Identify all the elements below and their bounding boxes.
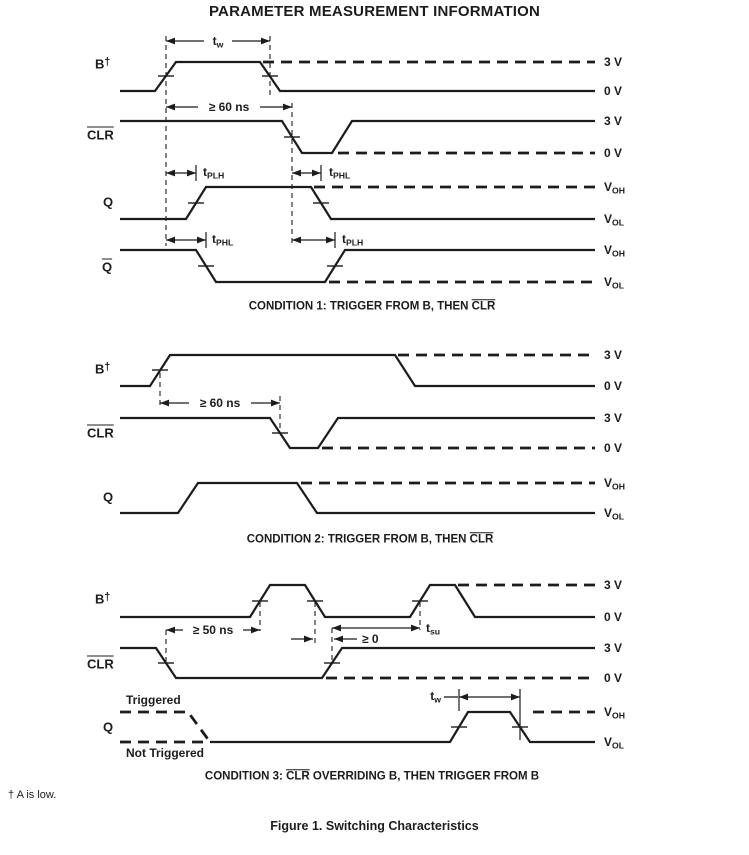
cond1-q-tplh-measure-arrowhead <box>166 170 175 177</box>
cond1-qbar-tphl-measure-arrowhead <box>197 237 206 244</box>
cond1-qbar-tplh-measure-arrowhead <box>326 237 335 244</box>
cond2-q-wave <box>120 483 595 513</box>
cond3-level-label: 3 V <box>604 641 623 655</box>
cond3-level-label: $V_{OH}$ <box>604 705 625 721</box>
cond2-60ns-measure-arrowhead <box>160 400 169 407</box>
cond3-tsu-measure-arrowhead <box>411 625 420 632</box>
cond3-50ns-measure-label: ≥ 50 ns <box>192 623 234 637</box>
cond3-b-wave <box>120 585 595 617</box>
cond3-tw-label: $t_w$ <box>430 689 441 705</box>
cond1-tplh-label: $t_{PLH}$ <box>203 165 225 181</box>
cond1-60ns-measure-arrowhead <box>166 104 175 111</box>
cond3-tw-measure-arrowhead <box>459 694 468 701</box>
cond1-tphl-label: $t_{PHL}$ <box>329 165 351 181</box>
cond2-level-label: 3 V <box>604 348 623 362</box>
cond1-tw-measure-arrowhead <box>166 38 175 45</box>
cond3-tsu-measure-arrowhead <box>332 625 341 632</box>
cond3-level-label: 3 V <box>604 578 623 592</box>
cond1-60ns-measure-arrowhead <box>283 104 292 111</box>
cond2-60ns-measure-label: ≥ 60 ns <box>199 396 241 410</box>
cond3-ge0-left-arrow-arrowhead <box>304 636 313 643</box>
cond1-signal-label-clr: $\overline{CLR}$ <box>87 127 114 143</box>
cond1-tw-measure-arrowhead <box>261 38 270 45</box>
condition1-caption: CONDITION 1: TRIGGER FROM B, THEN $\overline{CLR}$ <box>248 300 496 313</box>
page-title: PARAMETER MEASUREMENT INFORMATION <box>208 3 541 20</box>
cond1-clr-wave <box>120 121 595 153</box>
cond1-q-tphl-measure-arrowhead <box>292 170 301 177</box>
cond2-level-label: 0 V <box>604 441 623 455</box>
cond3-clr-wave <box>120 648 595 678</box>
cond2-60ns-measure-arrowhead <box>271 400 280 407</box>
cond2-level-label: $V_{OL}$ <box>604 506 624 522</box>
cond2-b-wave <box>120 355 595 386</box>
cond1-q-tplh-measure-arrowhead <box>187 170 196 177</box>
cond3-signal-label-b: B† <box>95 591 111 607</box>
cond2-signal-label-b: B† <box>95 361 111 377</box>
cond1-level-label: 3 V <box>604 114 623 128</box>
cond3-triggered-label: Triggered <box>126 693 181 707</box>
cond1-tplh-label: $t_{PLH}$ <box>342 232 364 248</box>
cond3-level-label: 0 V <box>604 610 623 624</box>
cond3-tw-measure-arrowhead <box>511 694 520 701</box>
figure-caption: Figure 1. Switching Characteristics <box>270 819 479 833</box>
cond1-q-tphl-measure-arrowhead <box>312 170 321 177</box>
cond1-level-label: 3 V <box>604 55 623 69</box>
cond3-signal-label-clr: $\overline{CLR}$ <box>87 656 114 672</box>
cond1-tw-measure-label: $t_w$ <box>212 34 224 50</box>
cond3-tsu-label: $t_{su}$ <box>426 621 441 637</box>
cond1-qbar-wave <box>120 250 595 282</box>
cond1-level-label: $V_{OL}$ <box>604 275 624 291</box>
cond1-level-label: 0 V <box>604 146 623 160</box>
cond3-nottriggered-label: Not Triggered <box>126 746 205 760</box>
cond1-level-label: $V_{OH}$ <box>604 180 625 196</box>
cond3-ge0-label: ≥ 0 <box>362 632 379 646</box>
cond3-q-wave <box>210 712 595 742</box>
cond1-b-wave <box>120 62 595 91</box>
cond3-ge0-right-arrow-arrowhead <box>334 636 343 643</box>
cond2-level-label: 3 V <box>604 411 623 425</box>
cond1-level-label: $V_{OH}$ <box>604 243 625 259</box>
cond3-50ns-measure-arrowhead <box>166 627 175 634</box>
cond1-60ns-measure-label: ≥ 60 ns <box>208 100 250 114</box>
cond2-level-label: 0 V <box>604 379 623 393</box>
cond1-qbar-tphl-measure-arrowhead <box>166 237 175 244</box>
cond3-q-triggered-wave <box>120 712 210 742</box>
cond1-level-label: $V_{OL}$ <box>604 212 624 228</box>
cond2-clr-wave <box>120 418 595 448</box>
cond1-tphl-label: $t_{PHL}$ <box>212 232 234 248</box>
cond2-signal-label-clr: $\overline{CLR}$ <box>87 425 114 441</box>
cond1-level-label: 0 V <box>604 84 623 98</box>
condition3-caption: CONDITION 3: $\overline{CLR}$ OVERRIDING B, THEN TRIGGER FROM B <box>204 770 540 783</box>
cond1-qbar-tplh-measure-arrowhead <box>292 237 301 244</box>
cond3-level-label: 0 V <box>604 671 623 685</box>
condition2-caption: CONDITION 2: TRIGGER FROM B, THEN $\overline{CLR}$ <box>246 533 494 546</box>
cond2-level-label: $V_{OH}$ <box>604 476 625 492</box>
cond1-signal-label-b: B† <box>95 56 111 72</box>
cond3-50ns-measure-arrowhead <box>251 627 260 634</box>
cond2-signal-label-q: Q <box>103 489 114 505</box>
cond3-signal-label-q: Q <box>103 719 114 735</box>
cond3-level-label: $V_{OL}$ <box>604 735 624 751</box>
cond1-signal-label-q: Q <box>103 194 114 210</box>
cond1-signal-label-qbar: $\overline{Q}$ <box>102 259 113 275</box>
footnote: † A is low. <box>8 789 57 801</box>
